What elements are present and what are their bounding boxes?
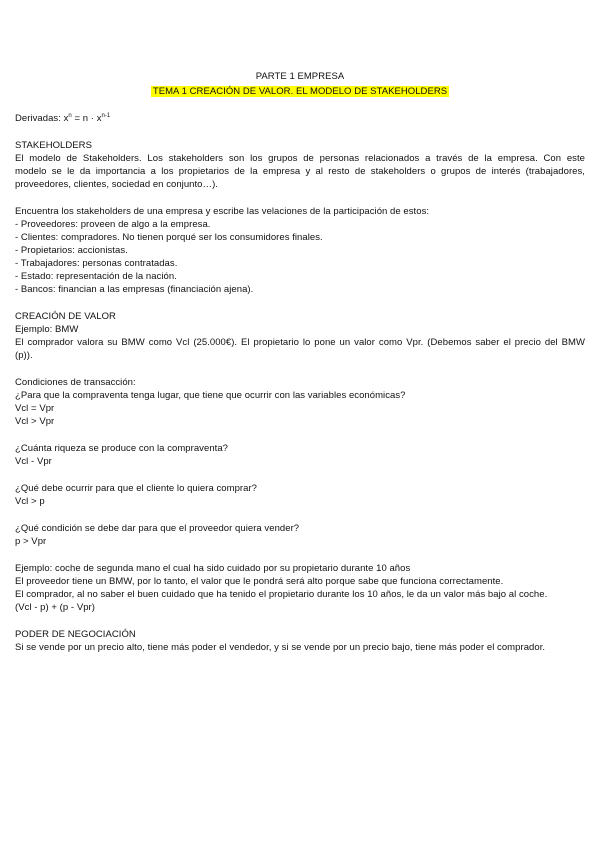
part-title: PARTE 1 EMPRESA: [255, 71, 345, 82]
poder-line-1: Si se vende por un precio alto, tiene más poder el vendedor, y si se vende por un precio bajo, tiene más poder el comprador.: [15, 642, 546, 653]
condiciones-question-1: ¿Para que la compraventa tenga lugar, que tiene que ocurrir con las variables económicas?: [15, 390, 406, 401]
stakeholders-para-line-1: El modelo de Stakeholders. Los stakeholders son los grupos de personas relacionados a través de la empresa. Con este: [15, 153, 585, 164]
list-item: - Estado: representación de la nación.: [15, 271, 177, 282]
ejemplo2-line-4: (Vcl - p) + (p - Vpr): [15, 602, 95, 613]
list-item: - Trabajadores: personas contratadas.: [15, 258, 178, 269]
list-item: - Propietarios: accionistas.: [15, 245, 128, 256]
condiciones-question-4: ¿Qué condición se debe dar para que el proveedor quiera vender?: [15, 523, 300, 534]
derivadas-exponent-1: n: [68, 112, 72, 119]
creacion-line-2: (p)).: [15, 350, 33, 361]
list-item: - Bancos: financian a las empresas (financiación ajena).: [15, 284, 254, 295]
condiciones-question-3: ¿Qué debe ocurrir para que el cliente lo quiera comprar?: [15, 483, 258, 494]
stakeholders-para-line-3: proveedores, clientes, sociedad en conjunto…).: [15, 179, 218, 190]
creacion-line-1: El comprador valora su BMW como Vcl (25.000€). El propietario lo pone un valor como Vpr. (Debemos saber el precio del BMW: [15, 337, 585, 348]
topic-title-wrapper: [0, 86, 600, 97]
creacion-heading: CREACIÓN DE VALOR: [15, 311, 116, 322]
condiciones-question-2: ¿Cuánta riqueza se produce con la compraventa?: [15, 443, 229, 454]
condiciones-answer-2: Vcl - Vpr: [15, 456, 52, 467]
creacion-example: Ejemplo: BMW: [15, 324, 79, 335]
stakeholders-question: Encuentra los stakeholders de una empresa y escribe las velaciones de la participación de estos:: [15, 206, 430, 217]
ejemplo2-line-2: El proveedor tiene un BMW, por lo tanto, el valor que le pondrá será alto porque sabe que funciona correctamente.: [15, 576, 504, 587]
condiciones-heading: Condiciones de transacción:: [15, 377, 136, 388]
condiciones-answer-1a: Vcl = Vpr: [15, 403, 55, 414]
ejemplo2-line-1: Ejemplo: coche de segunda mano el cual ha sido cuidado por su propietario durante 10 años: [15, 563, 411, 574]
topic-title: TEMA 1 CREACIÓN DE VALOR. EL MODELO DE STAKEHOLDERS: [152, 86, 448, 97]
condiciones-answer-1b: Vcl > Vpr: [15, 416, 55, 427]
stakeholders-heading: STAKEHOLDERS: [15, 140, 92, 151]
list-item: - Proveedores: proveen de algo a la empresa.: [15, 219, 211, 230]
derivadas-formula: [15, 113, 110, 124]
poder-heading: PODER DE NEGOCIACIÓN: [15, 629, 136, 640]
ejemplo2-line-3: El comprador, al no saber el buen cuidado que ha tenido el propietario durante los 10 años, le da un valor más bajo al coche.: [15, 589, 548, 600]
derivadas-label: Derivadas: x: [15, 113, 69, 124]
derivadas-middle: = n · x: [71, 113, 102, 124]
condiciones-answer-3: Vcl > p: [15, 496, 45, 507]
derivadas-exponent-2: n-1: [101, 112, 111, 119]
condiciones-answer-4: p > Vpr: [15, 536, 47, 547]
stakeholders-para-line-2: modelo se le da importancia a los propietarios de la empresa y al resto de stakeholders o grupos de interés (trabajadores,: [15, 166, 585, 177]
list-item: - Clientes: compradores. No tienen porqué ser los consumidores finales.: [15, 232, 323, 243]
